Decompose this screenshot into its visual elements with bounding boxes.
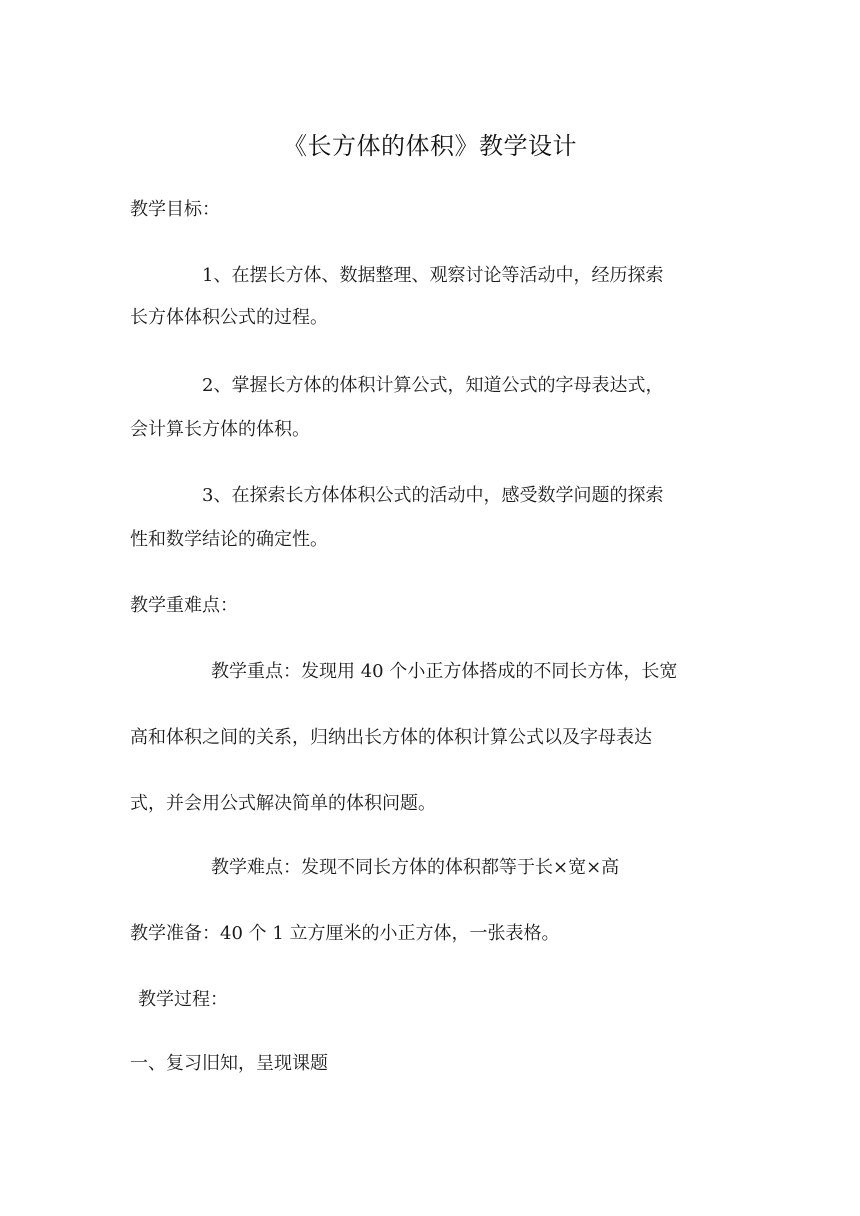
objective-2-line-2: 会计算长方体的体积。 — [130, 419, 310, 440]
objective-3-line-1: 3、在探索长方体体积公式的活动中，感受数学问题的探索 — [202, 485, 664, 506]
difficulty-line: 教学难点：发现不同长方体的体积都等于长×宽×高 — [211, 857, 620, 878]
objective-3-line-2: 性和数学结论的确定性。 — [130, 529, 328, 550]
process-heading: 教学过程： — [138, 989, 228, 1010]
objectives-heading: 教学目标： — [130, 199, 220, 220]
key-point-line-3: 式，并会用公式解决简单的体积问题。 — [130, 793, 436, 814]
section-one-heading: 一、复习旧知，呈现课题 — [130, 1053, 328, 1074]
key-points-heading: 教学重难点： — [130, 595, 238, 616]
document-title: 《长方体的体积》教学设计 — [283, 132, 577, 160]
key-point-line-1: 教学重点：发现用 40 个小正方体搭成的不同长方体，长宽 — [211, 661, 678, 682]
objective-2-line-1: 2、掌握长方体的体积计算公式，知道公式的字母表达式， — [202, 375, 664, 396]
preparation-line: 教学准备：40 个 1 立方厘米的小正方体，一张表格。 — [130, 923, 560, 944]
objective-1-line-1: 1、在摆长方体、数据整理、观察讨论等活动中，经历探索 — [202, 265, 664, 286]
key-point-line-2: 高和体积之间的关系，归纳出长方体的体积计算公式以及字母表达 — [130, 727, 652, 748]
objective-1-line-2: 长方体体积公式的过程。 — [130, 307, 328, 328]
